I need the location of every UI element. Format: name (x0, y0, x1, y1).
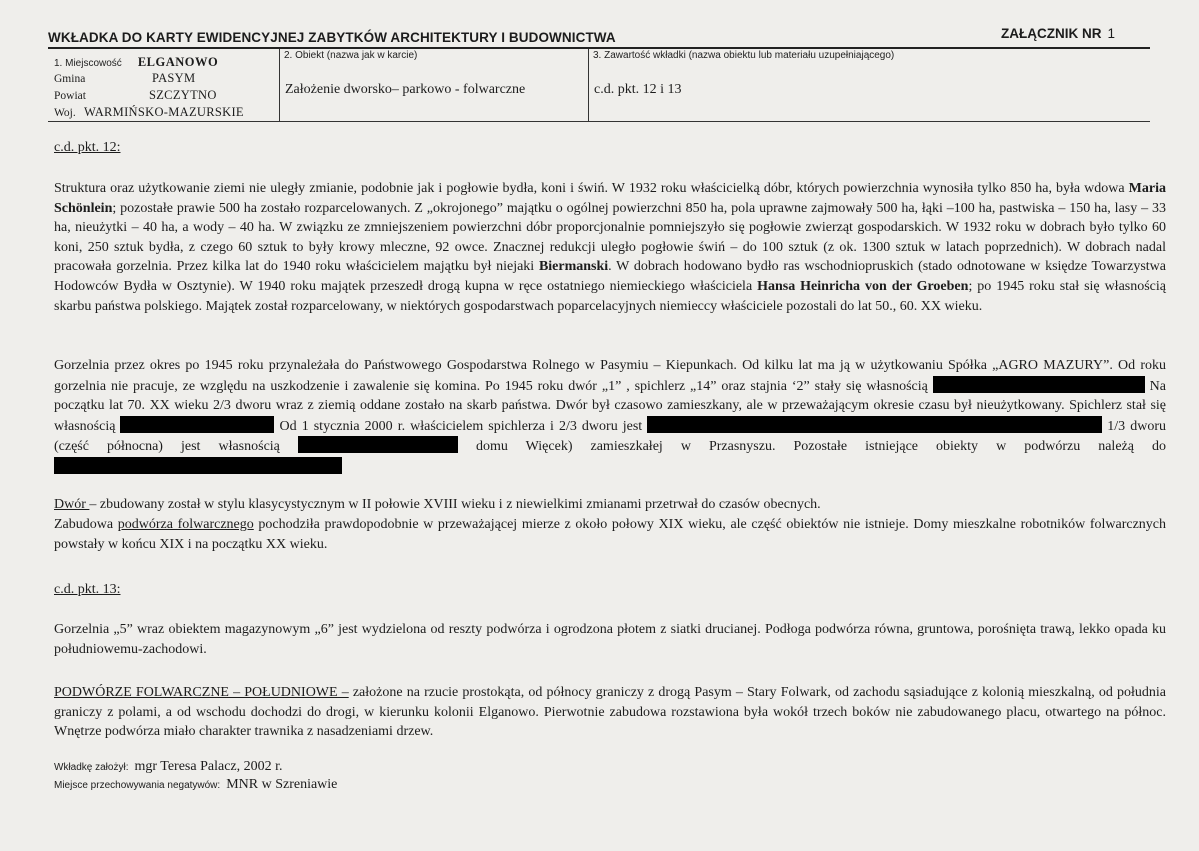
annex-label (1001, 26, 1115, 41)
term-dwor: Dwór (54, 497, 90, 512)
footer-author (54, 759, 283, 775)
section-12-paragraph-3 (54, 495, 1166, 515)
powiat-row (54, 88, 217, 103)
object-label: 2. Obiekt (nazwa jak w karcie) (284, 50, 418, 61)
storage-label: Miejsce przechowywania negatywów: (54, 780, 221, 791)
object-cell (279, 49, 588, 121)
object-value: Założenie dworsko– parkowo - folwarczne (285, 82, 526, 97)
term-podworze: podwórza folwarcznego (117, 517, 254, 532)
place-row (54, 55, 218, 70)
redaction-block (298, 436, 458, 453)
redaction-block (120, 416, 274, 433)
gmina-label: Gmina (54, 73, 86, 85)
woj-row (54, 105, 244, 120)
content-value: c.d. pkt. 12 i 13 (594, 82, 682, 97)
owner-name-groeben: Hansa Heinricha von der Groeben (757, 278, 969, 294)
text-run: pochodziła prawdopodobnie w przeważającej mierze z około połowy XIX wieku, ale część obiektów nie istnieje. Domy mieszkalne robotników folwarcznych powstały w końcu XIX i na początku XX wieku. (54, 517, 1167, 552)
redaction-block (647, 416, 1102, 433)
footer-storage (54, 777, 337, 793)
text-run: założone na rzucie prostokąta, od północy graniczy z drogą Pasym – Stary Folwark, od zachodu sąsiadujące z kolonią mieszkalną, od południa graniczy z polami, a od wschodu dochodzi do drogi, w kierunku kolonii Elganowo. Pierwotnie zabudowa rozstawiona była wokół trzech boków nie zabudowanego placu, otwartego na północ. Wnętrze podwórza miało charakter trawnika z nasadzeniami drzew. (54, 685, 1166, 740)
annex-number: 1 (1107, 26, 1115, 41)
powiat-value: SZCZYTNO (149, 88, 217, 102)
text-run: ; po 1945 roku stał się własnością skarbu państwa polskiego. Majątek został rozparcelowany, w niektórych gospodarstwach poparcelacyjnych niemieccy właściciele pozostali do lat 50., 60. XX wieku. (54, 278, 1166, 314)
annex-label-text: ZAŁĄCZNIK NR (1000, 26, 1102, 41)
redaction-block (933, 376, 1145, 393)
location-cell (48, 49, 278, 121)
content-cell (588, 49, 1151, 121)
text-run: ; pozostałe prawie 500 ha zostało rozparcelowanych. Z „okrojonego” majątku o ogólnej powierzchni 850 ha, pola uprawne zajmowały 500 ha, łąki –100 ha, pastwiska – 150 ha, lasy – 33 ha, nieużytki – 40 ha, a wody – 40 ha. W związku ze zmniejszeniem powierzchni dóbr proporcjonalnie pomniejszyło się pogłowie zwierząt gospodarskich. W 1932 roku w dobrach było tylko 60 koni, 250 sztuk bydła, z czego 60 sztuk to były krowy mleczne, 92 owce. Znacznej redukcji uległo pogłowie świń – do 100 sztuk (z ok. 1300 sztuk w latach poprzednich). W dobrach nadal pracowała gorzelnia. Przez kilka lat do 1940 roku właścicielem majątku był niejaki (54, 200, 1166, 275)
gmina-row (54, 71, 195, 86)
place-label: 1. Miejscowość (54, 58, 122, 69)
section-12-heading: c.d. pkt. 12: (54, 140, 121, 155)
text-run: Zabudowa (54, 517, 118, 532)
storage-value: MNR w Szreniawie (226, 777, 338, 792)
text-run: Struktura oraz użytkowanie ziemi nie uległy zmianie, podobnie jak i pogłowie bydła, koni i świń. W 1932 roku właścicielką dóbr, których powierzchnia wynosiła tylko 850 ha, była wdowa (54, 181, 1129, 196)
owner-name-schonlein: Maria Schönlein (54, 181, 1166, 216)
woj-label: Woj. (54, 107, 76, 119)
section-12-paragraph-2 (54, 356, 1166, 478)
owner-name-biermanski: Biermanski (538, 259, 609, 275)
section-13-paragraph-1: Gorzelnia „5” wraz obiektem magazynowym „6” jest wydzielona od reszty podwórza i ogrodzona płotem z siatki drucianej. Podłoga podwórza równa, gruntowa, porośnięta trawą, lekko opada ku południowemu-zachodowi. (54, 622, 1166, 657)
text-run: . W dobrach hodowano bydło ras wschodniopruskich (stado odnotowane w księdze Towarzystwa Hodowców Bydła w Osztynie). W 1940 roku majątek przeszedł drogą kupna w ręce ostatniego niemieckiego właściciela (54, 259, 1166, 294)
text-run: Na początku lat 70. XX wieku 2/3 dworu wraz z ziemią oddane zostało na skarb państwa. Dwór był czasowo zamieszkany, ale w przeważającym okresie czasu był nieużytkowany. Spichlerz stał się własnością (54, 378, 1166, 434)
author-value: mgr Teresa Palacz, 2002 r. (134, 759, 283, 774)
powiat-label: Powiat (54, 90, 86, 102)
text-run: 1/3 dworu (część północna) jest własnością (54, 418, 1166, 455)
redaction-block (54, 457, 342, 474)
gmina-value: PASYM (152, 71, 196, 85)
text-run: – zbudowany został w stylu klasycystycznym w II połowie XVIII wieku i z niewielkimi zmianami przetrwał do czasów obecnych. (89, 497, 821, 512)
text-run: Od 1 stycznia 2000 r. właścicielem spichlerza i 2/3 dworu jest (274, 418, 648, 434)
section-13-heading: c.d. pkt. 13: (54, 582, 121, 597)
author-label: Wkładkę założył: (54, 762, 129, 773)
text-run: domu Więcek) zamieszkałej w Przasnyszu. Pozostałe istniejące obiekty w podwórzu należą do (457, 439, 1166, 455)
content-label: 3. Zawartość wkładki (nazwa obiektu lub materiału uzupełniającego) (593, 50, 895, 61)
text-run: Gorzelnia przez okres po 1945 roku przynależała do Państwowego Gospodarstwa Rolnego w Pasymiu – Kiepunkach. Od kilku lat ma ją w użytkowaniu Spółka „AGRO MAZURY”. Od roku gorzelnia nie pracuje, ze względu na uszkodzenie i zawalenie się komina. Po 1945 roku dwór „1” , spichlerz „14” oraz stajnia ‘2” stały się własnością (54, 358, 1166, 394)
place-value: ELGANOWO (137, 55, 219, 69)
header-table (48, 47, 1150, 122)
section-13-paragraph-2 (54, 683, 1166, 742)
term-podworze-poludniowe: PODWÓRZE FOLWARCZNE – POŁUDNIOWE – (54, 685, 349, 700)
section-12-paragraph-1 (54, 179, 1166, 316)
section-12-paragraph-4 (54, 515, 1166, 554)
form-title: WKŁADKA DO KARTY EWIDENCYJNEJ ZABYTKÓW ARCHITEKTURY I BUDOWNICTWA (48, 30, 616, 45)
woj-value: WARMIŃSKO-MAZURSKIE (84, 105, 244, 119)
